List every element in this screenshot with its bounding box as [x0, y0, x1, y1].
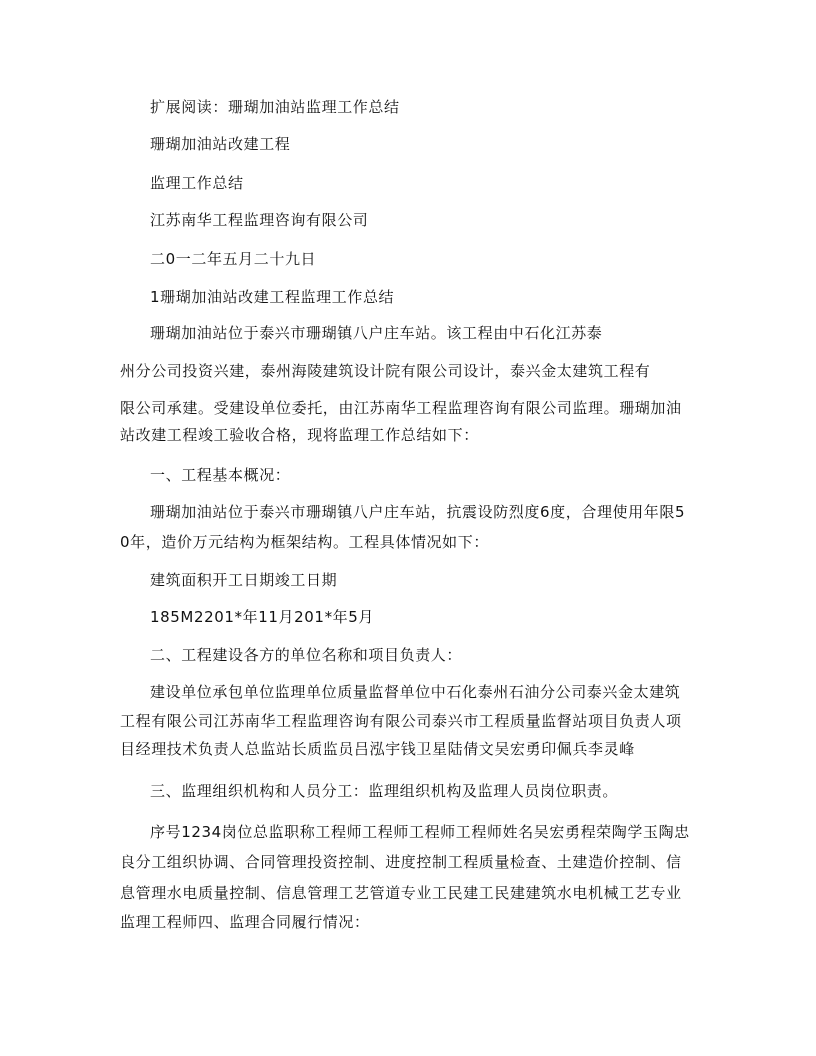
- doc-line-table-headers: 建筑面积开工日期竣工日期: [150, 571, 338, 589]
- doc-line-heading-org: 三、监理组织机构和人员分工：监理组织机构及监理人员岗位职责。: [150, 782, 619, 800]
- doc-line-overview-first: 珊瑚加油站位于泰兴市珊瑚镇八户庄车站，抗震设防烈度6度，合理使用年限5: [150, 503, 686, 521]
- doc-line-extended-reading: 扩展阅读：珊瑚加油站监理工作总结: [150, 98, 400, 116]
- doc-line-staff-cont: 良分工组织协调、合同管理投资控制、进度控制工程质量检查、土建造价控制、信: [120, 853, 682, 871]
- doc-line-parties-cont: 目经理技术负责人总监站长质监员吕泓宇钱卫星陆倩文吴宏勇印佩兵李灵峰: [120, 740, 635, 758]
- doc-line-para1-cont: 限公司承建。受建设单位委托，由江苏南华工程监理咨询有限公司监理。珊瑚加油: [120, 399, 682, 417]
- doc-line-report-title: 监理工作总结: [150, 174, 244, 192]
- doc-line-staff-cont: 监理工程师四、监理合同履行情况：: [120, 913, 370, 931]
- doc-line-parties-cont: 工程有限公司江苏南华工程监理咨询有限公司泰兴市工程质量监督站项目负责人项: [120, 712, 682, 730]
- doc-line-heading-parties: 二、工程建设各方的单位名称和项目负责人：: [150, 646, 463, 664]
- doc-line-section-heading: 1珊瑚加油站改建工程监理工作总结: [150, 288, 395, 306]
- doc-line-para1-cont: 州分公司投资兴建，泰州海陵建筑设计院有限公司设计，泰兴金太建筑工程有: [120, 362, 651, 380]
- doc-line-project-name: 珊瑚加油站改建工程: [150, 135, 291, 153]
- doc-line-date: 二0一二年五月二十九日: [150, 250, 317, 268]
- doc-line-company: 江苏南华工程监理咨询有限公司: [150, 211, 369, 229]
- doc-line-para1-cont: 站改建工程竣工验收合格，现将监理工作总结如下：: [120, 426, 479, 444]
- doc-line-table-values: 185M2201*年11月201*年5月: [150, 608, 375, 626]
- doc-line-overview-cont: 0年，造价万元结构为框架结构。工程具体情况如下：: [120, 533, 489, 551]
- doc-line-parties-first: 建设单位承包单位监理单位质量监督单位中石化泰州石油分公司泰兴金太建筑: [150, 683, 681, 701]
- doc-line-para1-first: 珊瑚加油站位于泰兴市珊瑚镇八户庄车站。该工程由中石化江苏泰: [150, 324, 603, 342]
- doc-line-heading-overview: 一、工程基本概况：: [150, 466, 291, 484]
- doc-line-staff-first: 序号1234岗位总监职称工程师工程师工程师工程师姓名吴宏勇程荣陶学玉陶忠: [150, 823, 690, 841]
- doc-line-staff-cont: 息管理水电质量控制、信息管理工艺管道专业工民建工民建建筑水电机械工艺专业: [120, 884, 682, 902]
